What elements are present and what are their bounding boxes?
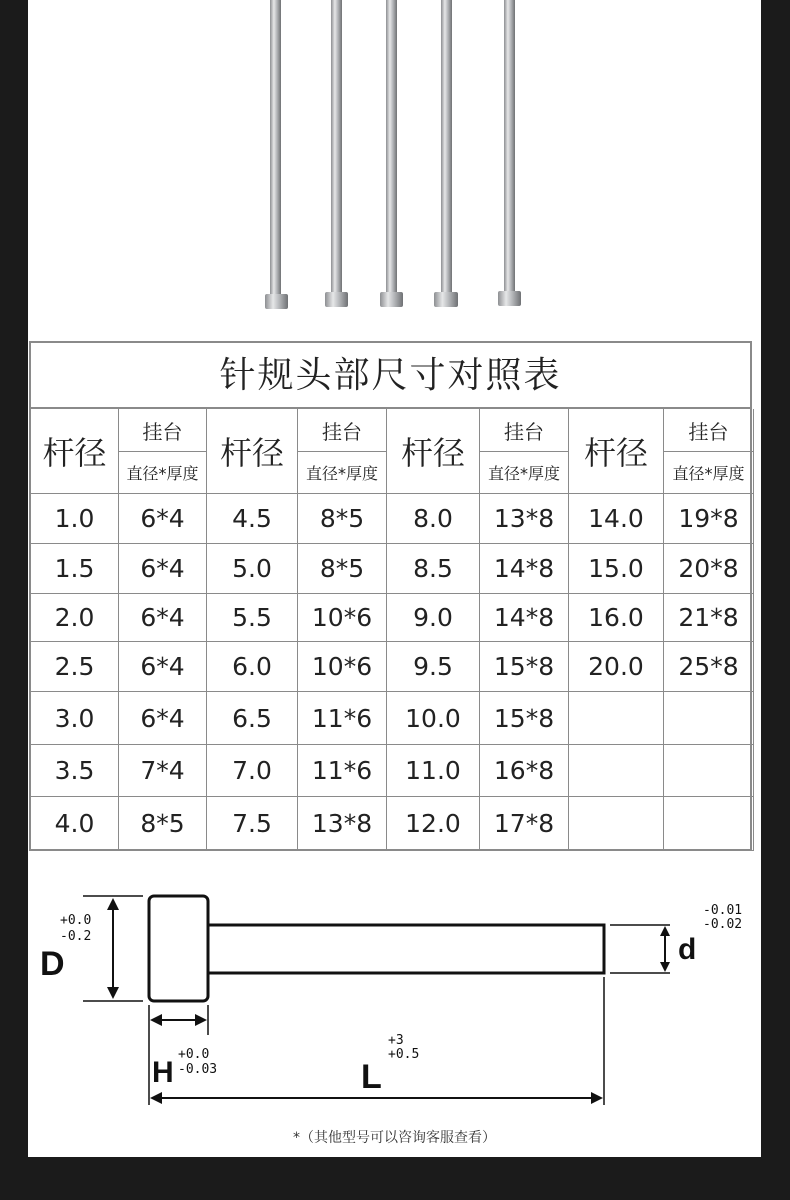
cell-rod-diameter: 4.0 — [31, 797, 119, 851]
cell-rod-diameter: 2.5 — [31, 642, 119, 692]
header-head: 挂台 — [480, 409, 569, 452]
cell-head-size: 17*8 — [480, 797, 569, 851]
cell-head-size: 8*5 — [298, 494, 387, 544]
cell-head-size: 14*8 — [480, 594, 569, 642]
cell-head-size: 10*6 — [298, 594, 387, 642]
header-head: 挂台 — [298, 409, 387, 452]
pin-shank-outline — [208, 925, 604, 973]
cell-head-size: 11*6 — [298, 692, 387, 745]
cell-head-size — [664, 745, 754, 797]
cell-rod-diameter: 2.0 — [31, 594, 119, 642]
cell-head-size: 6*4 — [119, 692, 207, 745]
pin-1 — [265, 0, 288, 309]
pin-head-outline — [149, 896, 208, 1001]
cell-head-size: 8*5 — [119, 797, 207, 851]
cell-rod-diameter: 7.0 — [207, 745, 298, 797]
cell-head-size — [664, 692, 754, 745]
pin-2 — [325, 0, 348, 307]
cell-head-size: 15*8 — [480, 642, 569, 692]
cell-head-size: 6*4 — [119, 594, 207, 642]
cell-head-size: 6*4 — [119, 494, 207, 544]
cell-rod-diameter: 3.0 — [31, 692, 119, 745]
cell-rod-diameter — [569, 745, 664, 797]
label-d: d — [678, 933, 697, 966]
header-rod-diameter: 杆径 — [569, 409, 664, 494]
cell-rod-diameter: 9.0 — [387, 594, 480, 642]
cell-rod-diameter: 12.0 — [387, 797, 480, 851]
cell-rod-diameter: 11.0 — [387, 745, 480, 797]
tol-d-lower: -0.02 — [703, 917, 743, 932]
label-L: L — [361, 1058, 382, 1096]
cell-head-size: 19*8 — [664, 494, 754, 544]
pin-3 — [380, 0, 403, 307]
header-head-sub: 直径*厚度 — [119, 452, 207, 494]
tol-L-lower: +0.5 — [388, 1047, 420, 1062]
tol-L-upper: +3 — [388, 1033, 404, 1048]
cell-head-size: 25*8 — [664, 642, 754, 692]
tol-D-lower: -0.2 — [60, 929, 92, 944]
cell-rod-diameter: 5.5 — [207, 594, 298, 642]
cell-head-size: 6*4 — [119, 544, 207, 594]
header-head: 挂台 — [664, 409, 754, 452]
cell-rod-diameter — [569, 797, 664, 851]
cell-rod-diameter: 4.5 — [207, 494, 298, 544]
cell-head-size: 13*8 — [480, 494, 569, 544]
cell-head-size: 6*4 — [119, 642, 207, 692]
cell-head-size: 10*6 — [298, 642, 387, 692]
cell-head-size: 11*6 — [298, 745, 387, 797]
label-D: D — [40, 945, 65, 983]
pin-4 — [434, 0, 458, 307]
cell-rod-diameter: 1.5 — [31, 544, 119, 594]
cell-rod-diameter: 9.5 — [387, 642, 480, 692]
header-rod-diameter: 杆径 — [387, 409, 480, 494]
cell-head-size: 14*8 — [480, 544, 569, 594]
footnote: *（其他型号可以咨询客服查看） — [293, 1130, 496, 1146]
header-rod-diameter: 杆径 — [207, 409, 298, 494]
size-table — [29, 341, 752, 851]
cell-rod-diameter: 8.0 — [387, 494, 480, 544]
cell-head-size: 15*8 — [480, 692, 569, 745]
cell-rod-diameter: 10.0 — [387, 692, 480, 745]
table-title: 针规头部尺寸对照表 — [31, 343, 750, 409]
label-H: H — [152, 1056, 174, 1089]
cell-rod-diameter: 14.0 — [569, 494, 664, 544]
cell-rod-diameter: 16.0 — [569, 594, 664, 642]
pin-dimension-diagram — [28, 860, 761, 1157]
cell-rod-diameter: 5.0 — [207, 544, 298, 594]
cell-head-size: 21*8 — [664, 594, 754, 642]
cell-rod-diameter: 7.5 — [207, 797, 298, 851]
ejector-pins-image — [28, 0, 761, 330]
cell-rod-diameter: 15.0 — [569, 544, 664, 594]
cell-head-size: 20*8 — [664, 544, 754, 594]
pin-5 — [498, 0, 521, 306]
cell-rod-diameter: 6.5 — [207, 692, 298, 745]
header-head: 挂台 — [119, 409, 207, 452]
header-head-sub: 直径*厚度 — [664, 452, 754, 494]
cell-head-size — [664, 797, 754, 851]
cell-head-size: 7*4 — [119, 745, 207, 797]
header-head-sub: 直径*厚度 — [298, 452, 387, 494]
cell-head-size: 16*8 — [480, 745, 569, 797]
cell-rod-diameter: 20.0 — [569, 642, 664, 692]
cell-head-size: 13*8 — [298, 797, 387, 851]
cell-head-size: 8*5 — [298, 544, 387, 594]
cell-rod-diameter: 3.5 — [31, 745, 119, 797]
tol-d-upper: -0.01 — [703, 903, 743, 918]
cell-rod-diameter: 8.5 — [387, 544, 480, 594]
cell-rod-diameter — [569, 692, 664, 745]
cell-rod-diameter: 6.0 — [207, 642, 298, 692]
header-head-sub: 直径*厚度 — [480, 452, 569, 494]
cell-rod-diameter: 1.0 — [31, 494, 119, 544]
header-rod-diameter: 杆径 — [31, 409, 119, 494]
tol-H-upper: +0.0 — [178, 1047, 210, 1062]
tol-D-upper: +0.0 — [60, 913, 92, 928]
tol-H-lower: -0.03 — [178, 1062, 218, 1077]
